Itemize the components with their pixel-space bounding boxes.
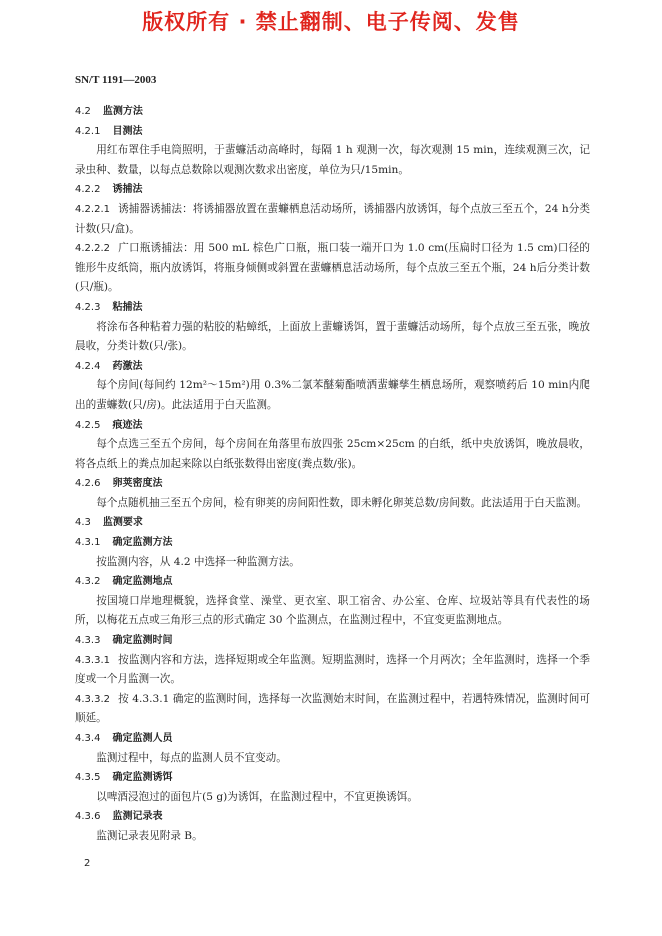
section-title: 痕迹法 (112, 419, 143, 431)
section-title: 诱捕法 (112, 184, 143, 196)
section-title: 药激法 (112, 360, 143, 372)
section-paragraph: 按国境口岸地理概貌，选择食堂、澡堂、更衣室、职工宿舍、办公室、仓库、垃圾站等具有代表性的场所，以梅花五点或三角形三点的形式确定 30 个监测点，在监测过程中，不宜变更监测地点。 (75, 594, 590, 627)
section-number: 4.2.6 (75, 478, 101, 490)
section-title: 监测要求 (102, 517, 143, 529)
section-paragraph: 每个点选三至五个房间，每个房间在角落里布放四张 25cm×25cm 的白纸，纸中央放诱饵，晚放晨收，将各点纸上的粪点加起来除以白纸张数得出密度(粪点数/张)。 (75, 438, 590, 470)
subsection-text: 广口瓶诱捕法：用 500 mL 棕色广口瓶，瓶口装一端开口为 1.0 cm(压扁时口径为 1.5 cm)口径的锥形牛皮纸筒，瓶内放诱饵，将瓶身倾侧或斜置在蜚蠊栖息活动场所，每个点放三至五个瓶，24 h后分类计数(只/瓶)。 (75, 242, 590, 294)
page-number: 2 (84, 858, 91, 869)
section-number: 4.3.6 (75, 811, 101, 823)
section-heading (75, 768, 590, 788)
section-title: 目测法 (112, 125, 143, 137)
section-number: 4.3.1 (75, 537, 101, 549)
section-paragraph: 按监测内容，从 4.2 中选择一种监测方法。 (96, 555, 300, 568)
section-number: 4.2.2.1 (75, 203, 110, 215)
section-paragraph: 用红布罩住手电筒照明，于蜚蠊活动高峰时，每隔 1 h 观测一次，每次观测 15 min，连续观测三次，记录虫种、数量，以每点总数除以观测次数求出密度，单位为只/15min。 (75, 144, 590, 176)
section-heading (75, 102, 590, 122)
section-title: 确定监测方法 (112, 537, 173, 549)
section-paragraph: 每个房间(每间约 12m²～15m²)用 0.3%二氯苯醚菊酯喷洒蜚蠊孳生栖息场所，观察喷药后 10 min内爬出的蜚蠊数(只/房)。此法适用于白天监测。 (75, 379, 590, 411)
section-paragraph: 监测记录表见附录 B。 (96, 829, 203, 842)
section-number: 4.2 (75, 106, 91, 117)
section-paragraph: 每个点随机抽三至五个房间，检有卵荚的房间阳性数，即未孵化卵荚总数/房间数。此法适用于白天监测。 (96, 496, 588, 509)
section-heading (75, 416, 590, 436)
subsection-paragraph (75, 690, 590, 729)
section-heading (75, 533, 590, 553)
section-heading (75, 729, 590, 749)
section-heading (75, 807, 590, 827)
section-number: 4.2.4 (75, 360, 101, 372)
section-title: 确定监测时间 (112, 635, 173, 647)
section-number: 4.2.1 (75, 125, 101, 137)
section-number: 4.3.4 (75, 733, 101, 744)
section-heading (75, 298, 590, 318)
section-paragraph: 监测过程中，每点的监测人员不宜变动。 (96, 751, 287, 764)
section-number: 4.2.5 (75, 419, 101, 431)
section-heading (75, 122, 590, 142)
section-number: 4.3.2 (75, 576, 101, 588)
standard-code: SN/T 1191—2003 (75, 74, 157, 86)
section-heading (75, 180, 590, 200)
section-number: 4.3.3.2 (75, 693, 110, 705)
subsection-paragraph (75, 200, 590, 239)
section-number: 4.3 (75, 517, 91, 529)
section-heading (75, 631, 590, 651)
subsection-text: 诱捕器诱捕法：将诱捕器放置在蜚蠊栖息活动场所，诱捕器内放诱饵，每个点放三至五个，24 h分类计数(只/盒)。 (75, 202, 590, 235)
section-title: 监测记录表 (112, 811, 163, 823)
section-title: 粘捕法 (112, 301, 143, 313)
section-number: 4.2.3 (75, 301, 101, 313)
document-body (75, 102, 590, 847)
section-number: 4.3.5 (75, 772, 101, 784)
section-heading (75, 474, 590, 494)
section-number: 4.3.3.1 (75, 654, 110, 666)
section-title: 确定监测地点 (112, 576, 173, 588)
subsection-paragraph (75, 651, 590, 690)
section-number: 4.2.2 (75, 184, 101, 196)
section-paragraph: 以啤酒浸泡过的面包片(5 g)为诱饵，在监测过程中，不宜更换诱饵。 (96, 790, 418, 803)
section-heading (75, 513, 590, 533)
subsection-paragraph (75, 239, 590, 298)
subsection-text: 按 4.3.3.1 确定的监测时间，选择每一次监测始末时间，在监测过程中，若遇特殊情况，监测时间可顺延。 (75, 692, 590, 725)
section-title: 监测方法 (102, 106, 143, 117)
section-heading (75, 572, 590, 592)
section-number: 4.2.2.2 (75, 243, 110, 255)
section-title: 卵荚密度法 (112, 478, 163, 490)
section-paragraph: 将涂布各种粘着力强的粘胶的粘蟑纸，上面放上蜚蠊诱饵，置于蜚蠊活动场所，每个点放三至五张，晚放晨收，分类计数(只/张)。 (75, 320, 590, 353)
section-title: 确定监测诱饵 (112, 772, 173, 784)
section-heading (75, 357, 590, 377)
copyright-watermark: 版权所有 · 禁止翻制、电子传阅、发售 (142, 10, 520, 34)
section-title: 确定监测人员 (112, 733, 173, 744)
section-number: 4.3.3 (75, 635, 101, 647)
subsection-text: 按监测内容和方法，选择短期或全年监测。短期监测时，选择一个月两次；全年监测时，选择一个季度或一个月监测一次。 (75, 653, 590, 686)
